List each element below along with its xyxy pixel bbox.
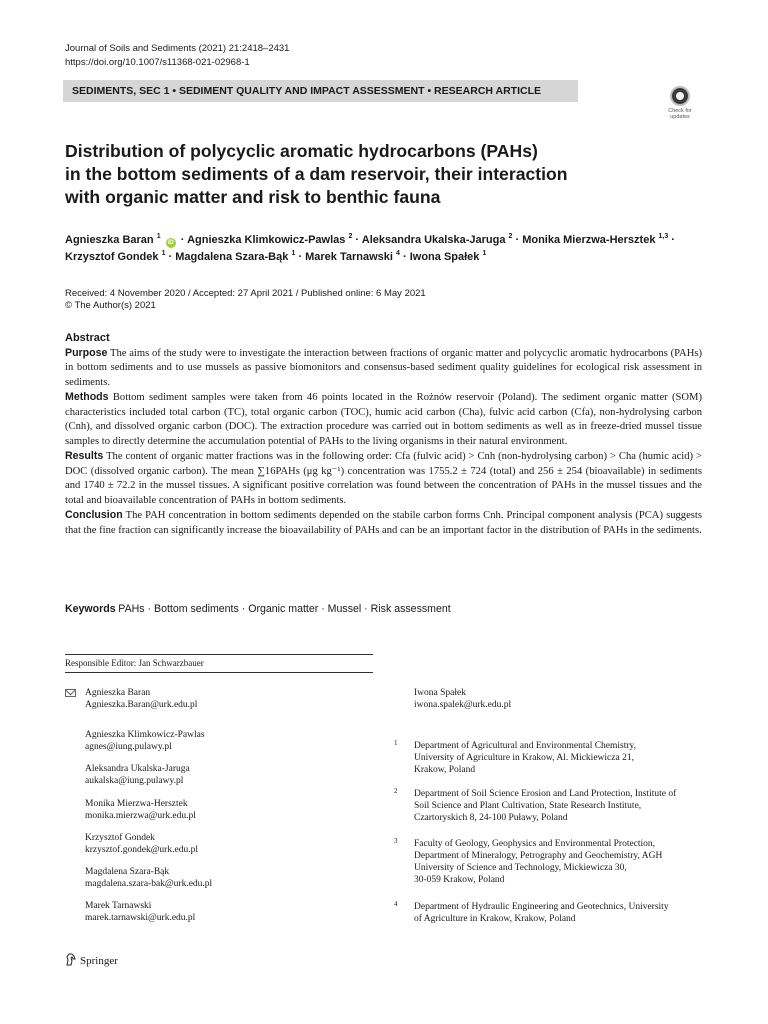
contact-name: Agnieszka Klimkowicz-Pawlas bbox=[85, 730, 205, 740]
author-name: Iwona Spałek bbox=[409, 251, 480, 263]
contact-email[interactable]: monika.mierzwa@urk.edu.pl bbox=[85, 811, 196, 821]
methods-label: Methods bbox=[65, 391, 109, 403]
responsible-editor: Responsible Editor: Jan Schwarzbauer bbox=[65, 658, 204, 668]
contact-name: Aleksandra Ukalska-Jaruga bbox=[85, 764, 190, 774]
author-name: Agnieszka Baran bbox=[65, 234, 154, 246]
contact-entry bbox=[85, 900, 195, 924]
author-affiliation-ref: 1,3 bbox=[658, 233, 669, 240]
check-updates-label: Check for updates bbox=[668, 108, 692, 120]
contact-name: Marek Tarnawski bbox=[85, 901, 152, 911]
abstract-results bbox=[65, 449, 702, 508]
divider bbox=[65, 672, 373, 673]
affiliation-number: 3 bbox=[394, 837, 398, 845]
affiliation-line: Department of Agricultural and Environmental Chemistry, bbox=[414, 741, 637, 751]
conclusion-label: Conclusion bbox=[65, 509, 123, 521]
author-name: Marek Tarnawski bbox=[305, 251, 393, 263]
envelope-icon bbox=[65, 689, 76, 697]
abstract-heading: Abstract bbox=[65, 332, 110, 344]
contact-entry bbox=[85, 866, 212, 890]
dates-line: Received: 4 November 2020 / Accepted: 27 April 2021 / Published online: 6 May 2021 bbox=[65, 288, 426, 299]
contact-entry bbox=[85, 763, 190, 787]
author-affiliation-ref: 1 bbox=[156, 233, 161, 240]
author-affiliation-ref: 1 bbox=[161, 250, 166, 257]
purpose-text: The aims of the study were to investigate the interaction between fractions of organic matter and polycyclic aromatic hydrocarbons (PAHs) in bottom sediments and to use mussels as passive biomonitors and consensus-based sediment quality guidelines for ecological risk assessment in sediments. bbox=[65, 347, 702, 388]
contact-email[interactable]: marek.tarnawski@urk.edu.pl bbox=[85, 913, 196, 923]
methods-text: Bottom sediment samples were taken from 46 points located in the Rożnów reservoir (Poland). The sediment organic matter (SOM) characteristics included total carbon (TC), total organic carbon (TOC), humic acid carbon (Cha), fulvic acid carbon (Cfa), non-hydrolysing carbon (Cnh), and dissolved organic carbon (DOC). The extraction procedure was carried out in bottom sediments as well as in freeze-dried mussel tissue samples to directly determine the accumulation potential of PAHs to the living organisms in their natural environment. bbox=[65, 392, 702, 447]
title-line: with organic matter and risk to benthic fauna bbox=[65, 187, 441, 207]
purpose-label: Purpose bbox=[65, 346, 108, 359]
check-updates-icon bbox=[670, 86, 690, 106]
copyright-line: © The Author(s) 2021 bbox=[65, 300, 156, 311]
journal-header bbox=[65, 42, 289, 70]
author-name: Agnieszka Klimkowicz-Pawlas bbox=[187, 234, 346, 246]
contact-name: Iwona Spałek bbox=[414, 688, 466, 698]
affiliation-line: University of Science and Technology, Mickiewicza 30, bbox=[414, 863, 627, 873]
author-name: Aleksandra Ukalska-Jaruga bbox=[361, 234, 506, 246]
affiliation-number: 1 bbox=[394, 739, 398, 747]
publisher-logo bbox=[65, 953, 118, 968]
abstract-purpose bbox=[65, 346, 702, 391]
author-name: Monika Mierzwa-Hersztek bbox=[522, 234, 656, 246]
check-for-updates-badge[interactable] bbox=[665, 86, 695, 122]
affiliation-line: Krakow, Poland bbox=[414, 765, 476, 775]
contact-email[interactable]: iwona.spalek@urk.edu.pl bbox=[414, 700, 512, 710]
contact-email[interactable]: aukalska@iung.pulawy.pl bbox=[85, 776, 184, 786]
author-affiliation-ref: 2 bbox=[348, 233, 353, 240]
contact-name: Monika Mierzwa-Hersztek bbox=[85, 799, 188, 809]
affiliation-line: Faculty of Geology, Geophysics and Environmental Protection, bbox=[414, 839, 656, 849]
title-line: Distribution of polycyclic aromatic hydrocarbons (PAHs) bbox=[65, 141, 538, 161]
article-title bbox=[65, 140, 705, 209]
publication-dates bbox=[65, 288, 426, 312]
affiliation-line: 30-059 Krakow, Poland bbox=[414, 875, 505, 885]
contact-entry bbox=[85, 832, 198, 856]
abstract bbox=[65, 331, 702, 538]
contact-entry bbox=[414, 687, 511, 711]
affiliation-line: Department of Mineralogy, Petrography and Geochemistry, AGH bbox=[414, 851, 663, 861]
affiliation-number: 4 bbox=[394, 900, 398, 908]
author-affiliation-ref: 1 bbox=[482, 250, 487, 257]
affiliation-line: Soil Science and Plant Cultivation, State Research Institute, bbox=[414, 801, 642, 811]
contact-entry bbox=[85, 687, 197, 711]
publisher-name: Springer bbox=[80, 955, 118, 967]
doi-link[interactable]: https://doi.org/10.1007/s11368-021-02968-1 bbox=[65, 57, 250, 68]
conclusion-text: The PAH concentration in bottom sediments depended on the stabile carbon forms Cnh. Principal component analysis (PCA) suggests that the fine fraction can significantly increase the bioavailability of PAHs and can be an important factor in the distribution of PAHs in the sediments. bbox=[65, 510, 702, 536]
affiliation-line: of Agriculture in Krakow, Krakow, Poland bbox=[414, 914, 576, 924]
contact-name: Krzysztof Gondek bbox=[85, 833, 155, 843]
keywords-list: PAHs · Bottom sediments · Organic matter · Mussel · Risk assessment bbox=[118, 603, 451, 615]
contact-email[interactable]: Agnieszka.Baran@urk.edu.pl bbox=[85, 700, 198, 710]
author-name: Magdalena Szara-Bąk bbox=[175, 251, 289, 263]
author-list: Agnieszka Baran $^1$ iD · Agnieszka Klimkowicz-Pawlas $^2$ · Aleksandra Ukalska-Jaruga $^2$ · Monika Mierzwa-Hersztek $^{1,3}$ · Krzysztof Gondek $^1$ · Magdalena Szara-Bąk $^1$ · Marek Tarnawski $^4$ · Iwona Spałek $^1$ bbox=[65, 233, 675, 263]
contact-name: Agnieszka Baran bbox=[85, 688, 151, 698]
keywords-label: Keywords bbox=[65, 603, 116, 615]
affiliation-line: Czartoryskich 8, 24-100 Puławy, Poland bbox=[414, 813, 568, 823]
affiliation-line: Department of Hydraulic Engineering and Geotechnics, University bbox=[414, 902, 669, 912]
contact-email[interactable]: krzysztof.gondek@urk.edu.pl bbox=[85, 845, 198, 855]
affiliation-number: 2 bbox=[394, 787, 398, 795]
results-label: Results bbox=[65, 450, 104, 462]
contact-entry bbox=[85, 729, 205, 753]
author-name: Krzysztof Gondek bbox=[65, 251, 159, 263]
journal-citation: Journal of Soils and Sediments (2021) 21:2418–2431 bbox=[65, 43, 290, 54]
springer-horse-icon bbox=[65, 953, 77, 966]
author-affiliation-ref: 4 bbox=[396, 250, 400, 257]
contact-email[interactable]: magdalena.szara-bak@urk.edu.pl bbox=[85, 879, 213, 889]
contact-email[interactable]: agnes@iung.pulawy.pl bbox=[85, 742, 172, 752]
author-affiliation-ref: 1 bbox=[291, 250, 296, 257]
author-affiliation-ref: 2 bbox=[508, 233, 513, 240]
affiliation-line: Department of Soil Science Erosion and Land Protection, Institute of bbox=[414, 789, 677, 799]
divider bbox=[65, 654, 373, 655]
contact-entry bbox=[85, 798, 196, 822]
section-banner: SEDIMENTS, SEC 1 • SEDIMENT QUALITY AND IMPACT ASSESSMENT • RESEARCH ARTICLE bbox=[63, 80, 578, 102]
title-line: in the bottom sediments of a dam reservoir, their interaction bbox=[65, 164, 568, 184]
abstract-conclusion bbox=[65, 508, 702, 538]
contact-name: Magdalena Szara-Bąk bbox=[85, 867, 170, 877]
orcid-icon[interactable]: iD bbox=[167, 240, 174, 246]
results-text: The content of organic matter fractions was in the following order: Cfa (fulvic acid) > Cnh (non-hydrolysing carbon) > Cha (humic acid) > DOC (dissolved organic carbon). The mean ∑16PAHs (μg kg⁻¹) concentration was 1755.2 ± 724 (total) and 256 ± 254 (bioavailable) in sediments and 1740 ± 72.2 in the mussel tissues. A significant positive correlation was found between the concentration of PAHs in the mussel tissues and the total and bioavailable concentration of PAHs in bottom sediments. bbox=[65, 451, 702, 506]
abstract-methods bbox=[65, 390, 702, 449]
affiliation-line: University of Agriculture in Krakow, Al. Mickiewicza 21, bbox=[414, 753, 634, 763]
keywords bbox=[65, 602, 451, 617]
